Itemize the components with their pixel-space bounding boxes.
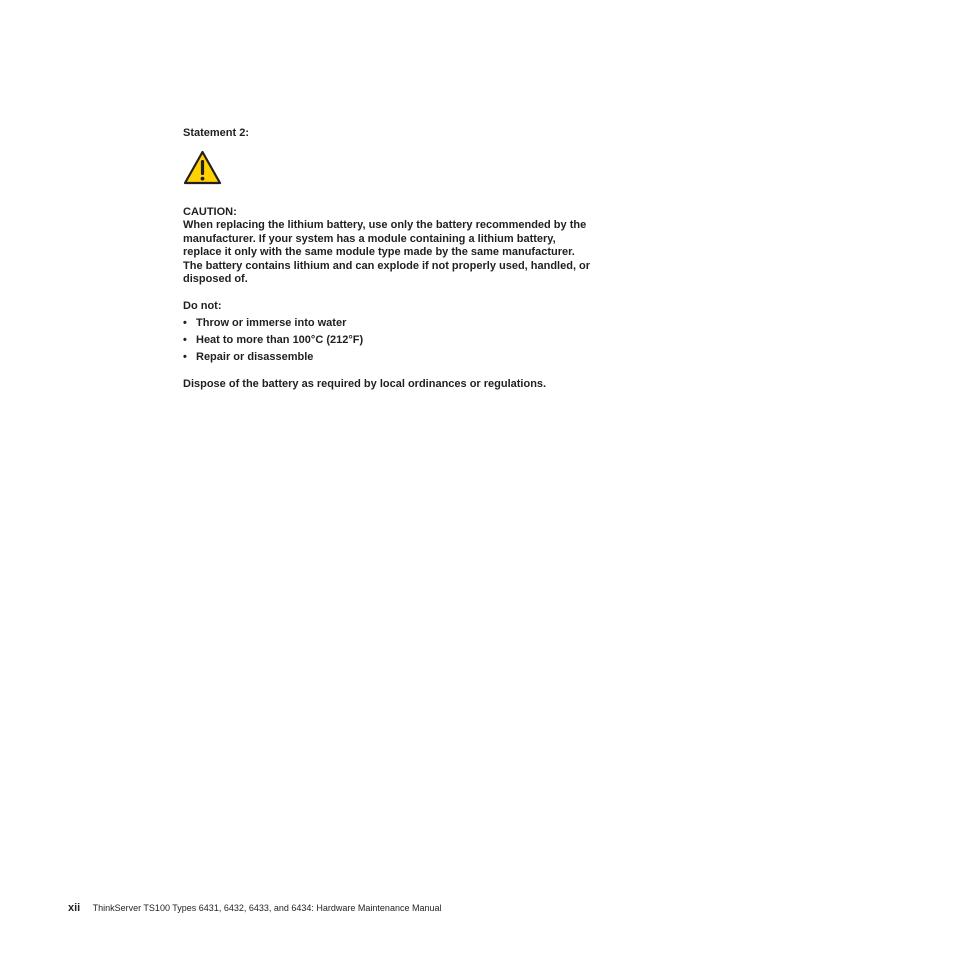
warning-triangle-icon (183, 150, 222, 185)
caution-text (183, 219, 623, 287)
safety-statement (183, 127, 623, 391)
list-item-text: Throw or immerse into water (196, 317, 347, 329)
caution-line: disposed of. (183, 273, 248, 285)
footer-title: ThinkServer TS100 Types 6431, 6432, 6433, and 6434: Hardware Maintenance Manual (92, 903, 442, 913)
caution-line: When replacing the lithium battery, use only the battery recommended by the (183, 219, 587, 231)
caution-label: CAUTION: (183, 205, 237, 218)
caution-line: replace it only with the same module type made by the same manufacturer. (183, 246, 575, 258)
do-not-label: Do not: (183, 299, 222, 312)
list-item-text: Repair or disassemble (196, 351, 314, 363)
page-number: xii (68, 902, 81, 914)
bullet-icon: • (183, 351, 187, 363)
bullet-icon: • (183, 317, 187, 329)
dispose-text: Dispose of the battery as required by local ordinances or regulations. (183, 377, 547, 390)
statement-title: Statement 2: (183, 127, 250, 139)
list-item (183, 334, 623, 348)
list-item-text: Heat to more than 100°C (212°F) (196, 334, 364, 346)
bullet-icon: • (183, 334, 187, 346)
list-item (183, 351, 623, 365)
do-not-list (183, 317, 623, 365)
caution-line: manufacturer. If your system has a module containing a lithium battery, (183, 232, 556, 245)
page-footer (68, 902, 441, 914)
caution-line: The battery contains lithium and can explode if not properly used, handled, or (183, 259, 591, 272)
list-item (183, 317, 623, 331)
